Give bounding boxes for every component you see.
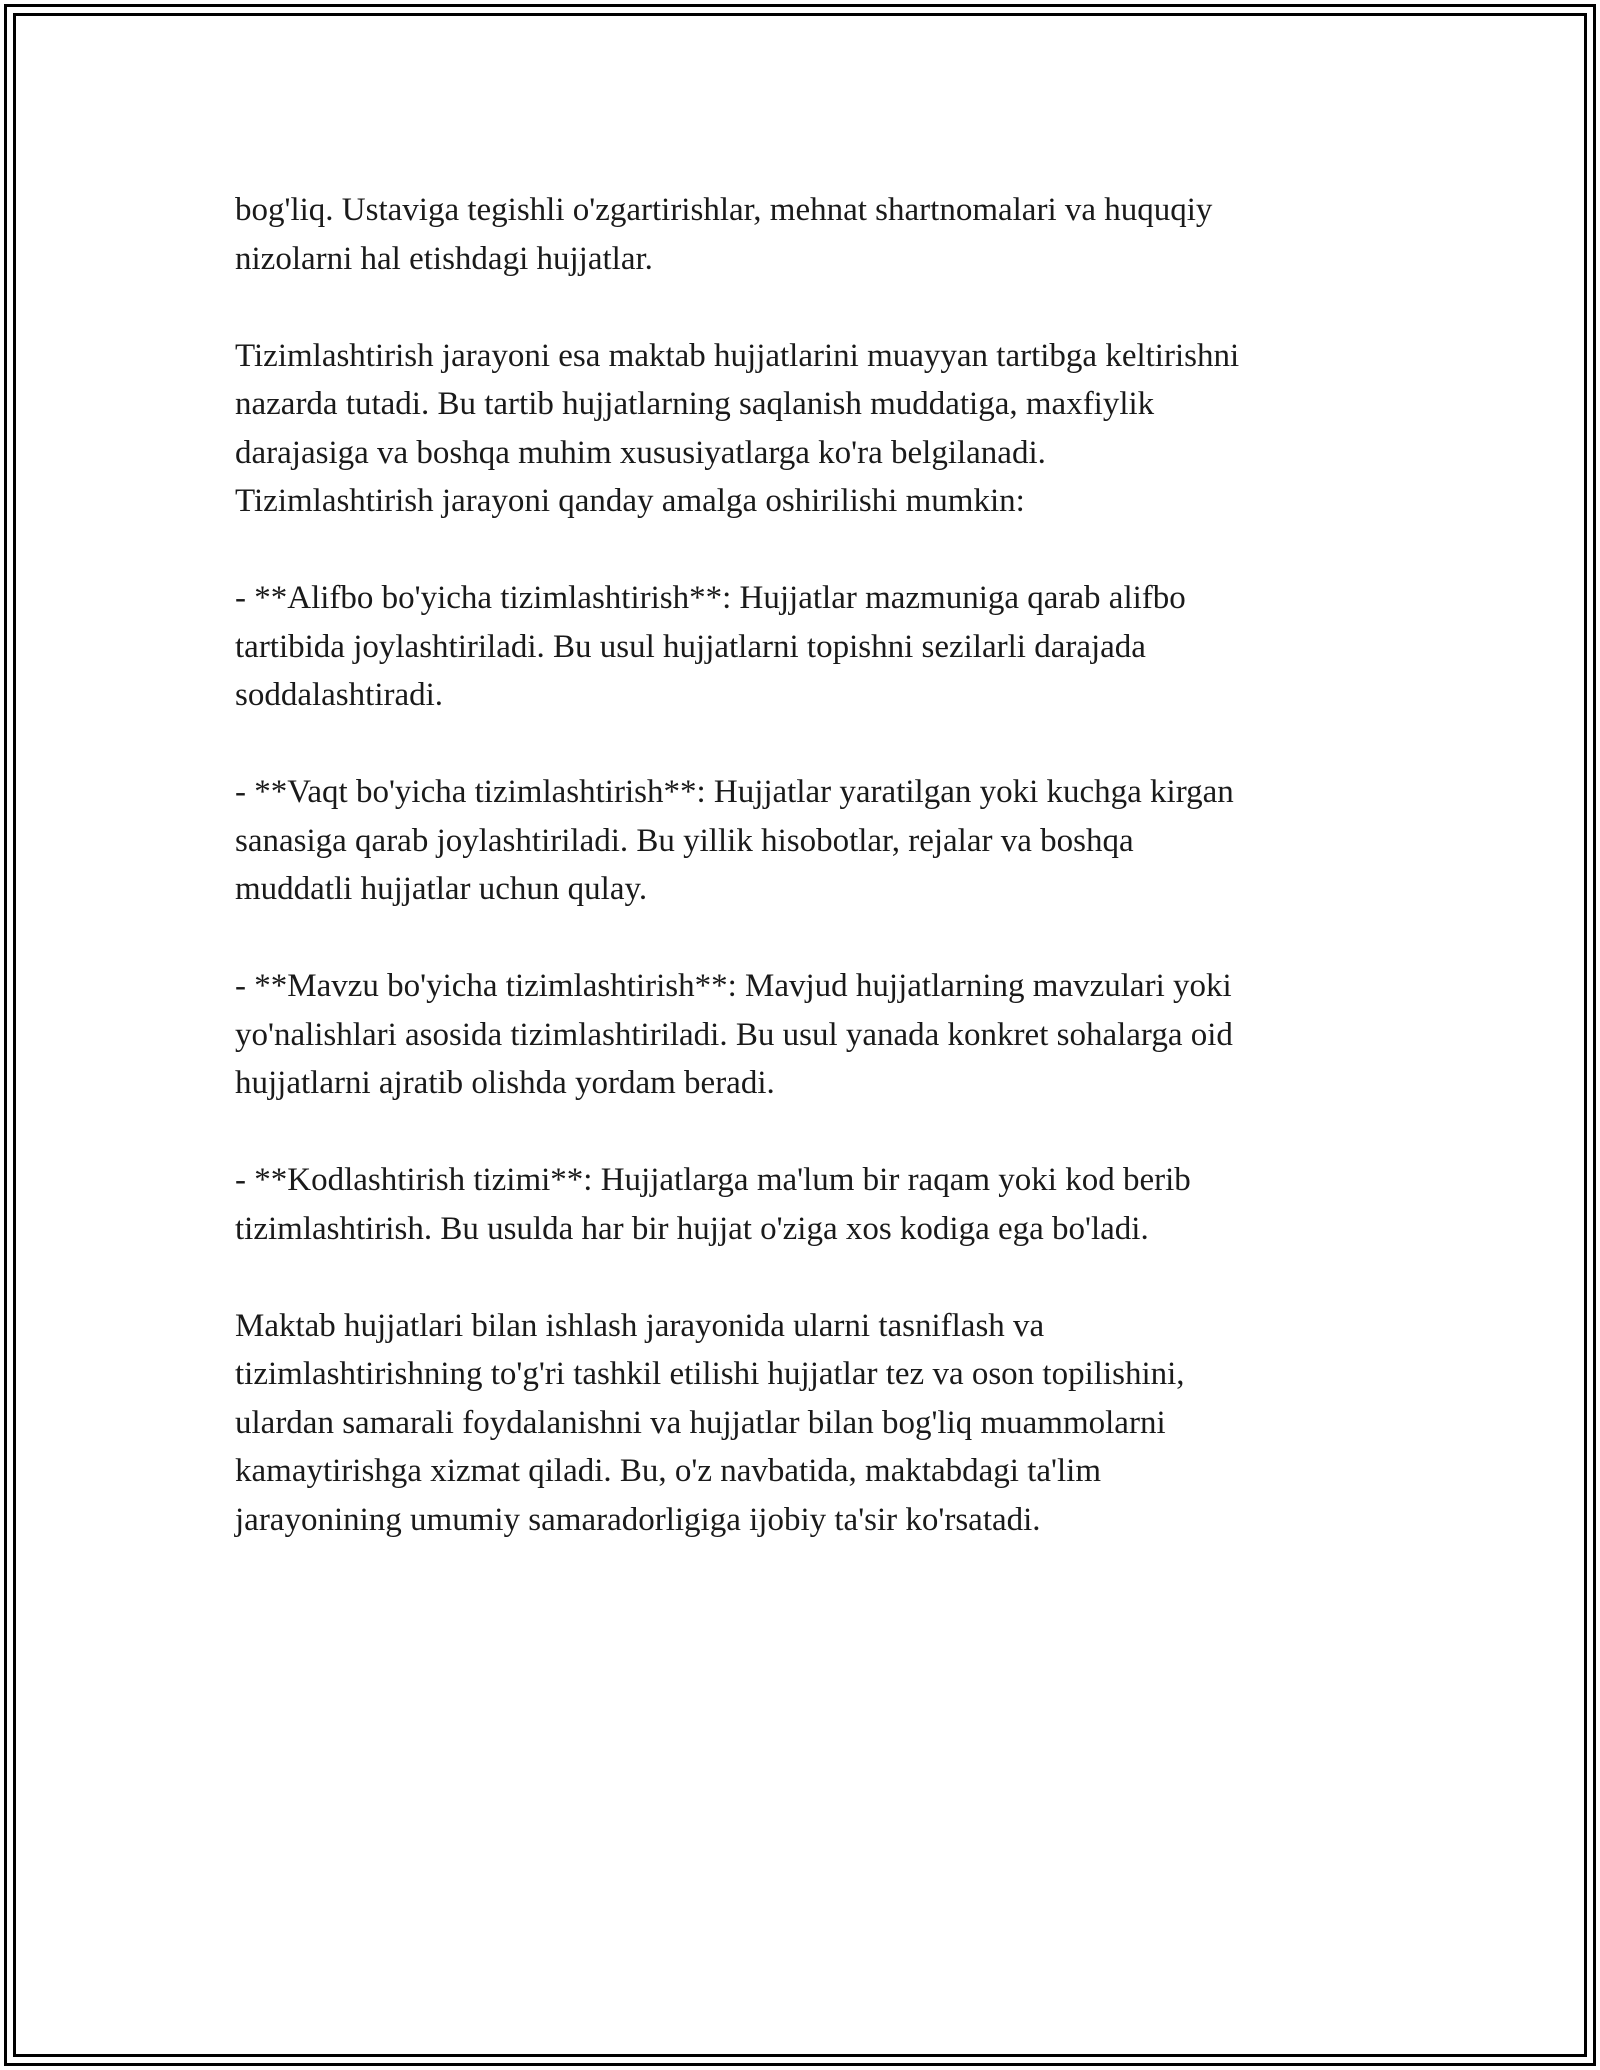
text-line: soddalashtiradi.: [235, 677, 444, 713]
list-item-alifbo: [235, 574, 1370, 720]
paragraph-2: [235, 332, 1370, 526]
text-line: tartibida joylashtiriladi. Bu usul hujjatlarni topishni sezilarli darajada: [235, 628, 1146, 665]
list-item-mavzu: [235, 962, 1370, 1108]
text-line: nizolarni hal etishdagi hujjatlar.: [235, 240, 653, 277]
text-line: tizimlashtirishning to'g'ri tashkil etilishi hujjatlar tez va oson topilishini,: [235, 1356, 1185, 1392]
document-body: [235, 186, 1370, 1593]
text-line: kamaytirishga xizmat qiladi. Bu, o'z navbatida, maktabdagi ta'lim: [235, 1453, 1101, 1489]
text-line: nazarda tutadi. Bu tartib hujjatlarning saqlanish muddatiga, maxfiylik: [235, 386, 1155, 422]
text-line: ulardan samarali foydalanishni va hujjatlar bilan bog'liq muammolarni: [235, 1404, 1166, 1441]
text-line: Tizimlashtirish jarayoni qanday amalga oshirilishi mumkin:: [235, 483, 1025, 519]
text-line: muddatli hujjatlar uchun qulay.: [235, 871, 648, 907]
text-line: - **Alifbo bo'yicha tizimlashtirish**: Hujjatlar mazmuniga qarab alifbo: [235, 580, 1186, 616]
text-line: hujjatlarni ajratib olishda yordam beradi.: [235, 1065, 775, 1101]
paragraph-1: [235, 186, 1370, 283]
text-line: - **Vaqt bo'yicha tizimlashtirish**: Hujjatlar yaratilgan yoki kuchga kirgan: [235, 774, 1234, 810]
text-line: bog'liq. Ustaviga tegishli o'zgartirishlar, mehnat shartnomalari va huquqiy: [235, 192, 1213, 228]
text-line: Tizimlashtirish jarayoni esa maktab hujjatlarini muayyan tartibga keltirishni: [235, 337, 1240, 374]
text-line: Maktab hujjatlari bilan ishlash jarayonida ularni tasniflash va: [235, 1307, 1045, 1344]
text-line: darajasiga va boshqa muhim xususiyatlarga ko'ra belgilanadi.: [235, 434, 1046, 471]
text-line: tizimlashtirish. Bu usulda har bir hujjat o'ziga xos kodiga ega bo'ladi.: [235, 1210, 1149, 1247]
text-line: - **Mavzu bo'yicha tizimlashtirish**: Mavjud hujjatlarning mavzulari yoki: [235, 968, 1232, 1004]
text-line: yo'nalishlari asosida tizimlashtiriladi. Bu usul yanada konkret sohalarga oid: [235, 1016, 1233, 1053]
paragraph-conclusion: [235, 1302, 1370, 1545]
text-line: sanasiga qarab joylashtiriladi. Bu yillik hisobotlar, rejalar va boshqa: [235, 822, 1134, 859]
list-item-kodlashtirish: [235, 1156, 1370, 1253]
text-line: jarayonining umumiy samaradorligiga ijobiy ta'sir ko'rsatadi.: [235, 1501, 1041, 1538]
list-item-vaqt: [235, 768, 1370, 914]
text-line: - **Kodlashtirish tizimi**: Hujjatlarga ma'lum bir raqam yoki kod berib: [235, 1162, 1191, 1198]
